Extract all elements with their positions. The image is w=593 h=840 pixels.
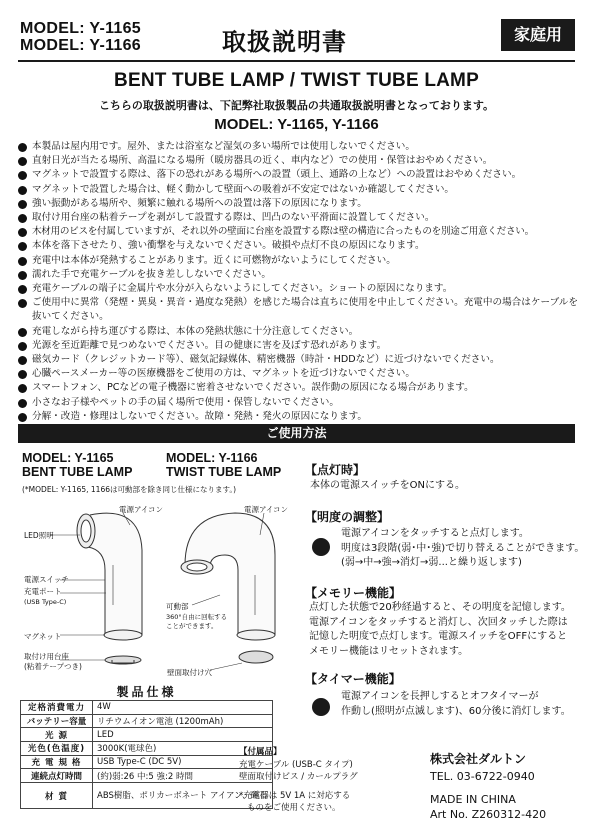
- brightness-heading: 【明度の調整】: [305, 510, 390, 524]
- warning-item: 充電しながら持ち運びする際は、本体の発熱状態に十分注意してください。: [18, 325, 578, 339]
- main-title: BENT TUBE LAMP / TWIST TUBE LAMP: [114, 70, 479, 91]
- warning-item: 小さなお子様やペットの手の届く場所で使用・保管しないでください。: [18, 396, 578, 410]
- label-power-icon-bent: 電源アイコン: [119, 505, 164, 514]
- memory-heading: 【メモリー機能】: [305, 586, 402, 600]
- bullet-icon: [18, 242, 27, 251]
- warning-item: マグネットで設置した場合は、軽く動かして壁面への吸着が不安定ではないか確認してください。: [18, 183, 578, 197]
- bullet-icon: [18, 186, 27, 195]
- header-model-1: MODEL: Y-1165: [20, 20, 141, 37]
- model-twist-heading: MODEL: Y-1166 TWIST TUBE LAMP: [166, 451, 282, 479]
- spec-row: 連続点灯時間 (約)弱:26 中:5 強:2 時間: [21, 769, 273, 783]
- header-model-2: MODEL: Y-1166: [20, 37, 141, 54]
- timer-text: 電源アイコンを長押しするとオフタイマーが 作動し(照明が点滅します)、60分後に消灯します。: [341, 691, 571, 717]
- warning-item: 光源を至近距離で見つめないでください。目の健康に害を及ぼす恐れがあります。: [18, 339, 578, 353]
- timer-heading: 【タイマー機能】: [305, 672, 401, 686]
- model-bent-heading: MODEL: Y-1165 BENT TUBE LAMP: [22, 451, 133, 479]
- twist-lamp-illustration: [181, 513, 275, 663]
- warning-item: 直射日光が当たる場所、高温になる場所（暖房器具の近く、車内など）での使用・保管はおやめください。: [18, 154, 578, 168]
- label-mount-base: 取付け用台座 (粘着テープつき): [24, 652, 82, 671]
- memory-text: 点灯した状態で20秒経過すると、その明度を記憶します。 電源アイコンをタッチすると消灯し、次回タッチした際は 記憶した明度で点灯します。電源スイッチをOFFにすると メモリー機能はリセットされます。: [309, 602, 571, 657]
- spec-row: 光 源 LED: [21, 728, 273, 742]
- warning-item: 取付け用台座の粘着テープを剥がして設置する際は、凹凸のない平滑面に設置してください。: [18, 211, 578, 225]
- warning-item: 本製品は屋内用です。屋外、または浴室など湿気の多い場所では使用しないでください。: [18, 140, 578, 154]
- bullet-icon: [18, 413, 27, 422]
- bullet-icon: [18, 257, 27, 266]
- bullet-icon: [18, 285, 27, 294]
- header-models: [20, 20, 141, 54]
- warning-item: 充電中は本体が発熱することがあります。近くに可燃物がないようにしてください。: [18, 254, 578, 268]
- warning-item: 分解・改造・修理はしないでください。故障・発熱・発火の原因になります。: [18, 410, 578, 424]
- bullet-icon: [18, 171, 27, 180]
- warning-item: 強い振動がある場所や、頻繁に触れる場所への設置は落下の原因になります。: [18, 197, 578, 211]
- label-movable: 可動部: [166, 602, 189, 611]
- label-magnet: マグネット: [24, 632, 62, 641]
- warning-item: 木材用のビスを付属していますが、それ以外の壁面に台座を設置する際は壁の構造に合ったものを別途ご用意ください。: [18, 225, 578, 239]
- warning-item: 心臓ペースメーカー等の医療機器をご使用の方は、マグネットを近づけないでください。: [18, 367, 578, 381]
- document-title: 取扱説明書: [222, 28, 347, 56]
- bullet-icon: [18, 356, 27, 365]
- bullet-icon: [18, 271, 27, 280]
- bullet-icon: [18, 200, 27, 209]
- accessories: 【付属品】 充電ケーブル (USB-C タイプ) 壁面取付けビス / カールプラグ *充電器は 5V 1A に対応する ものをご使用ください。: [239, 747, 358, 813]
- company-name: 株式会社ダルトン: [430, 752, 527, 766]
- label-power-icon-twist: 電源アイコン: [244, 505, 289, 514]
- bullet-icon: [18, 399, 27, 408]
- bullet-icon: [18, 143, 27, 152]
- warning-item: 本体を落下させたり、強い衝撃を与えないでください。破損や点灯不良の原因になります。: [18, 239, 578, 253]
- label-rotate-note: 360°自由に回転する ことができます。: [166, 613, 228, 630]
- bullet-icon: [18, 157, 27, 166]
- spec-row: 充 電 規 格 USB Type-C (DC 5V): [21, 755, 273, 769]
- bullet-icon: [18, 370, 27, 379]
- power-icon: [312, 538, 330, 556]
- warning-item: 磁気カード（クレジットカード等）、磁気記録媒体、精密機器（時計・HDDなど）に近づけないでください。: [18, 353, 578, 367]
- warning-item: 濡れた手で充電ケーブルを抜き差ししないでください。: [18, 268, 578, 282]
- intro-text: こちらの取扱説明書は、下記弊社取扱製品の共通取扱説明書となっております。: [98, 99, 495, 112]
- made-in: MADE IN CHINA: [430, 793, 516, 806]
- spec-row: 定格消費電力 4W: [21, 701, 273, 715]
- header-divider: [18, 60, 575, 62]
- warning-item: マグネットで設置する際は、落下の恐れがある場所への設置（頭上、通路の上など）への設置はおやめください。: [18, 168, 578, 182]
- brightness-text: 電源アイコンをタッチすると点灯します。 明度は3段階(弱･中･強)で切り替えることができます。 (弱→中→強→消灯→弱...と繰り返します): [341, 528, 585, 568]
- bullet-icon: [18, 328, 27, 337]
- company-tel: TEL. 03-6722-0940: [430, 770, 535, 783]
- warning-list: [18, 140, 578, 424]
- warning-item: 充電ケーブルの端子に金属片や水分が入らないようにしてください。ショートの原因になります。: [18, 282, 578, 296]
- label-charge-port: 充電ポート (USB Type-C): [24, 587, 67, 606]
- label-wall-hole: 壁面取付け穴: [167, 668, 212, 677]
- bent-lamp-illustration: [77, 513, 142, 664]
- power-icon: [312, 698, 330, 716]
- spec-table: [20, 700, 273, 809]
- household-badge: 家庭用: [501, 19, 575, 51]
- bullet-icon: [18, 384, 27, 393]
- label-led: LED照明: [24, 531, 54, 540]
- spec-row: 光色(色温度) 3000K(電球色): [21, 742, 273, 756]
- warning-item: スマートフォン、PCなどの電子機器に密着させないでください。誤作動の原因になる場合があります。: [18, 381, 578, 395]
- article-number: Art No. Z260312-420: [430, 808, 547, 821]
- bullet-icon: [18, 214, 27, 223]
- warning-item: ご使用中に異常（発煙・異臭・異音・過度な発熱）を感じた場合は直ちに使用を中止してください。充電中の場合はケーブルを抜いてください。: [18, 296, 578, 324]
- model-list: MODEL: Y-1165, Y-1166: [214, 116, 379, 133]
- spec-row: バッテリー容量 リチウムイオン電池 (1200mAh): [21, 714, 273, 728]
- bullet-icon: [18, 299, 27, 308]
- bullet-icon: [18, 342, 27, 351]
- model-note: (*MODEL: Y-1165, 1166は可動部を除き同じ仕様になります。): [22, 485, 237, 494]
- label-power-switch: 電源スイッチ: [24, 575, 69, 584]
- bullet-icon: [18, 228, 27, 237]
- spec-row: 材 質 ABS樹脂、ポリカーボネート アイアン、磁石: [21, 783, 273, 809]
- usage-section-title: ご使用方法: [18, 424, 575, 443]
- spec-title: 製品仕様: [116, 685, 177, 699]
- on-text: 本体の電源スイッチをONにする。: [310, 480, 465, 491]
- on-heading: 【点灯時】: [305, 463, 366, 477]
